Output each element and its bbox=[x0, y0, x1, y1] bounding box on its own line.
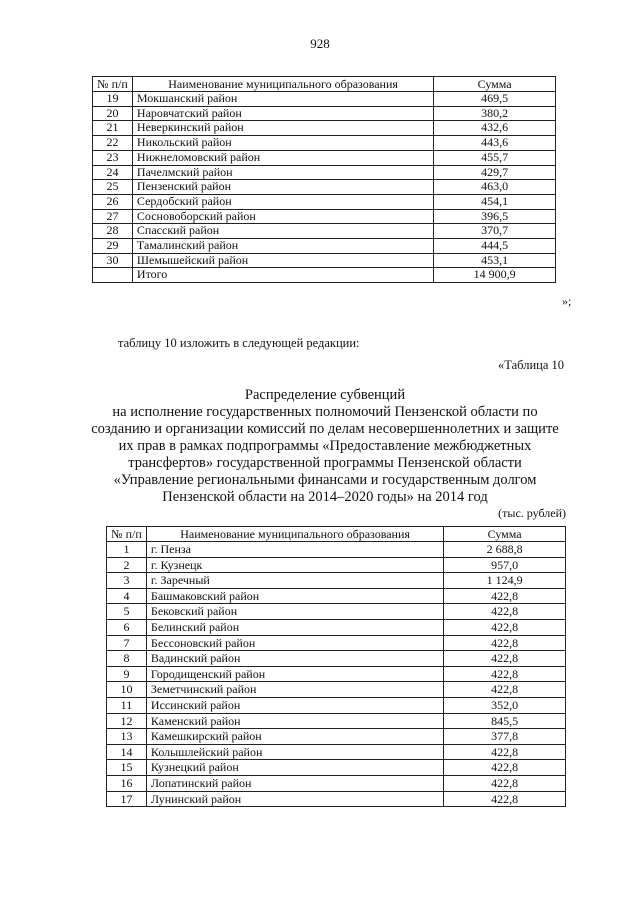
table-row bbox=[107, 604, 566, 620]
row-sum-cell: 422,8 bbox=[444, 682, 566, 698]
page-number: 928 bbox=[310, 36, 330, 51]
title-line: их прав в рамках подпрограммы «Предоставление межбюджетных bbox=[118, 438, 532, 454]
row-number-cell: 11 bbox=[107, 697, 147, 713]
row-sum-cell: 432,6 bbox=[434, 121, 556, 136]
table-label: «Таблица 10 bbox=[498, 358, 564, 372]
row-name-cell: Лунинский район bbox=[146, 791, 443, 807]
row-sum-cell: 377,8 bbox=[444, 729, 566, 745]
column-header-name: Наименование муниципального образования bbox=[146, 527, 443, 542]
table-row bbox=[107, 682, 566, 698]
table-row bbox=[93, 224, 556, 239]
subsidy-table-continued bbox=[92, 76, 556, 283]
row-number-cell: 23 bbox=[93, 150, 133, 165]
table-row bbox=[93, 92, 556, 107]
table-header-row bbox=[93, 77, 556, 92]
row-number-cell: 28 bbox=[93, 224, 133, 239]
column-header-name: Наименование муниципального образования bbox=[132, 77, 433, 92]
row-sum-cell: 422,8 bbox=[444, 666, 566, 682]
row-name-cell: Бековский район bbox=[146, 604, 443, 620]
row-sum-cell: 14 900,9 bbox=[434, 268, 556, 283]
table-row bbox=[93, 121, 556, 136]
row-sum-cell: 429,7 bbox=[434, 165, 556, 180]
row-number-cell: 25 bbox=[93, 180, 133, 195]
column-header-sum: Сумма bbox=[444, 527, 566, 542]
row-name-cell: г. Заречный bbox=[146, 573, 443, 589]
row-name-cell: Тамалинский район bbox=[132, 239, 433, 254]
table-row bbox=[107, 729, 566, 745]
row-sum-cell: 455,7 bbox=[434, 150, 556, 165]
row-number-cell: 15 bbox=[107, 760, 147, 776]
row-name-cell: Башмаковский район bbox=[146, 588, 443, 604]
table-header-row bbox=[107, 527, 566, 542]
table-row bbox=[107, 713, 566, 729]
row-name-cell: Мокшанский район bbox=[132, 92, 433, 107]
table-row bbox=[107, 557, 566, 573]
row-number-cell: 5 bbox=[107, 604, 147, 620]
row-number-cell bbox=[93, 268, 133, 283]
row-sum-cell: 422,8 bbox=[444, 651, 566, 667]
row-sum-cell: 443,6 bbox=[434, 136, 556, 151]
table-row bbox=[107, 635, 566, 651]
table-row bbox=[93, 136, 556, 151]
row-number-cell: 14 bbox=[107, 744, 147, 760]
row-number-cell: 2 bbox=[107, 557, 147, 573]
row-name-cell: г. Кузнецк bbox=[146, 557, 443, 573]
table-row bbox=[107, 744, 566, 760]
table-row bbox=[93, 180, 556, 195]
table-row bbox=[93, 165, 556, 180]
row-sum-cell: 422,8 bbox=[444, 791, 566, 807]
column-header-number: № п/п bbox=[93, 77, 133, 92]
row-number-cell: 24 bbox=[93, 165, 133, 180]
row-number-cell: 22 bbox=[93, 136, 133, 151]
row-number-cell: 3 bbox=[107, 573, 147, 589]
title-line: Пензенской области на 2014–2020 годы» на 2014 год bbox=[162, 489, 488, 505]
column-header-sum: Сумма bbox=[434, 77, 556, 92]
row-name-cell: г. Пенза bbox=[146, 542, 443, 558]
table-row bbox=[107, 775, 566, 791]
table-row bbox=[107, 697, 566, 713]
table-row bbox=[107, 542, 566, 558]
row-sum-cell: 422,8 bbox=[444, 775, 566, 791]
row-sum-cell: 380,2 bbox=[434, 106, 556, 121]
subsidy-distribution-table bbox=[106, 526, 566, 807]
row-number-cell: 21 bbox=[93, 121, 133, 136]
row-name-cell: Итого bbox=[132, 268, 433, 283]
table-row bbox=[93, 253, 556, 268]
row-number-cell: 8 bbox=[107, 651, 147, 667]
row-sum-cell: 422,8 bbox=[444, 744, 566, 760]
row-sum-cell: 422,8 bbox=[444, 635, 566, 651]
table-row bbox=[93, 209, 556, 224]
row-number-cell: 30 bbox=[93, 253, 133, 268]
row-name-cell: Земетчинский район bbox=[146, 682, 443, 698]
title-line: Распределение субвенций bbox=[244, 387, 406, 403]
row-number-cell: 1 bbox=[107, 542, 147, 558]
row-sum-cell: 845,5 bbox=[444, 713, 566, 729]
row-sum-cell: 469,5 bbox=[434, 92, 556, 107]
row-name-cell: Сосновоборский район bbox=[132, 209, 433, 224]
row-number-cell: 4 bbox=[107, 588, 147, 604]
row-number-cell: 16 bbox=[107, 775, 147, 791]
table-row bbox=[93, 194, 556, 209]
table-row bbox=[93, 268, 556, 283]
table-row bbox=[107, 760, 566, 776]
table-row bbox=[107, 619, 566, 635]
row-name-cell: Кузнецкий район bbox=[146, 760, 443, 776]
title-line: на исполнение государственных полномочий Пензенской области по bbox=[112, 404, 538, 420]
row-sum-cell: 453,1 bbox=[434, 253, 556, 268]
row-name-cell: Лопатинский район bbox=[146, 775, 443, 791]
row-name-cell: Иссинский район bbox=[146, 697, 443, 713]
row-number-cell: 19 bbox=[93, 92, 133, 107]
row-name-cell: Сердобский район bbox=[132, 194, 433, 209]
closing-quote-mark: »; bbox=[562, 294, 572, 308]
title-line: трансфертов» государственной программы Пензенской области bbox=[128, 455, 522, 471]
table-row bbox=[93, 106, 556, 121]
table-row bbox=[107, 666, 566, 682]
row-name-cell: Колышлейский район bbox=[146, 744, 443, 760]
row-number-cell: 9 bbox=[107, 666, 147, 682]
row-sum-cell: 957,0 bbox=[444, 557, 566, 573]
row-name-cell: Нижнеломовский район bbox=[132, 150, 433, 165]
units-note: (тыс. рублей) bbox=[498, 506, 566, 520]
row-name-cell: Никольский район bbox=[132, 136, 433, 151]
row-number-cell: 17 bbox=[107, 791, 147, 807]
amendment-instruction: таблицу 10 изложить в следующей редакции: bbox=[118, 336, 360, 350]
table-row bbox=[93, 150, 556, 165]
row-name-cell: Каменский район bbox=[146, 713, 443, 729]
row-sum-cell: 422,8 bbox=[444, 604, 566, 620]
row-name-cell: Спасский район bbox=[132, 224, 433, 239]
table-row bbox=[107, 573, 566, 589]
row-name-cell: Камешкирский район bbox=[146, 729, 443, 745]
row-name-cell: Белинский район bbox=[146, 619, 443, 635]
row-sum-cell: 422,8 bbox=[444, 619, 566, 635]
row-name-cell: Вадинский район bbox=[146, 651, 443, 667]
row-name-cell: Неверкинский район bbox=[132, 121, 433, 136]
column-header-number: № п/п bbox=[107, 527, 147, 542]
table-row bbox=[93, 239, 556, 254]
row-name-cell: Пензенский район bbox=[132, 180, 433, 195]
row-sum-cell: 463,0 bbox=[434, 180, 556, 195]
row-name-cell: Пачелмский район bbox=[132, 165, 433, 180]
row-name-cell: Бессоновский район bbox=[146, 635, 443, 651]
row-number-cell: 12 bbox=[107, 713, 147, 729]
row-number-cell: 7 bbox=[107, 635, 147, 651]
title-line: «Управление региональными финансами и государственным долгом bbox=[113, 472, 537, 488]
row-number-cell: 6 bbox=[107, 619, 147, 635]
row-sum-cell: 422,8 bbox=[444, 588, 566, 604]
table-row bbox=[107, 651, 566, 667]
row-number-cell: 20 bbox=[93, 106, 133, 121]
table-row bbox=[107, 588, 566, 604]
row-sum-cell: 370,7 bbox=[434, 224, 556, 239]
table-row bbox=[107, 791, 566, 807]
row-number-cell: 13 bbox=[107, 729, 147, 745]
row-sum-cell: 2 688,8 bbox=[444, 542, 566, 558]
row-name-cell: Городищенский район bbox=[146, 666, 443, 682]
row-number-cell: 10 bbox=[107, 682, 147, 698]
row-sum-cell: 1 124,9 bbox=[444, 573, 566, 589]
row-sum-cell: 444,5 bbox=[434, 239, 556, 254]
title-line: созданию и организации комиссий по делам несовершеннолетних и защите bbox=[91, 421, 559, 437]
row-name-cell: Наровчатский район bbox=[132, 106, 433, 121]
row-sum-cell: 454,1 bbox=[434, 194, 556, 209]
row-sum-cell: 396,5 bbox=[434, 209, 556, 224]
row-number-cell: 27 bbox=[93, 209, 133, 224]
row-number-cell: 29 bbox=[93, 239, 133, 254]
document-title bbox=[90, 387, 560, 506]
row-sum-cell: 352,0 bbox=[444, 697, 566, 713]
row-sum-cell: 422,8 bbox=[444, 760, 566, 776]
row-number-cell: 26 bbox=[93, 194, 133, 209]
row-name-cell: Шемышейский район bbox=[132, 253, 433, 268]
